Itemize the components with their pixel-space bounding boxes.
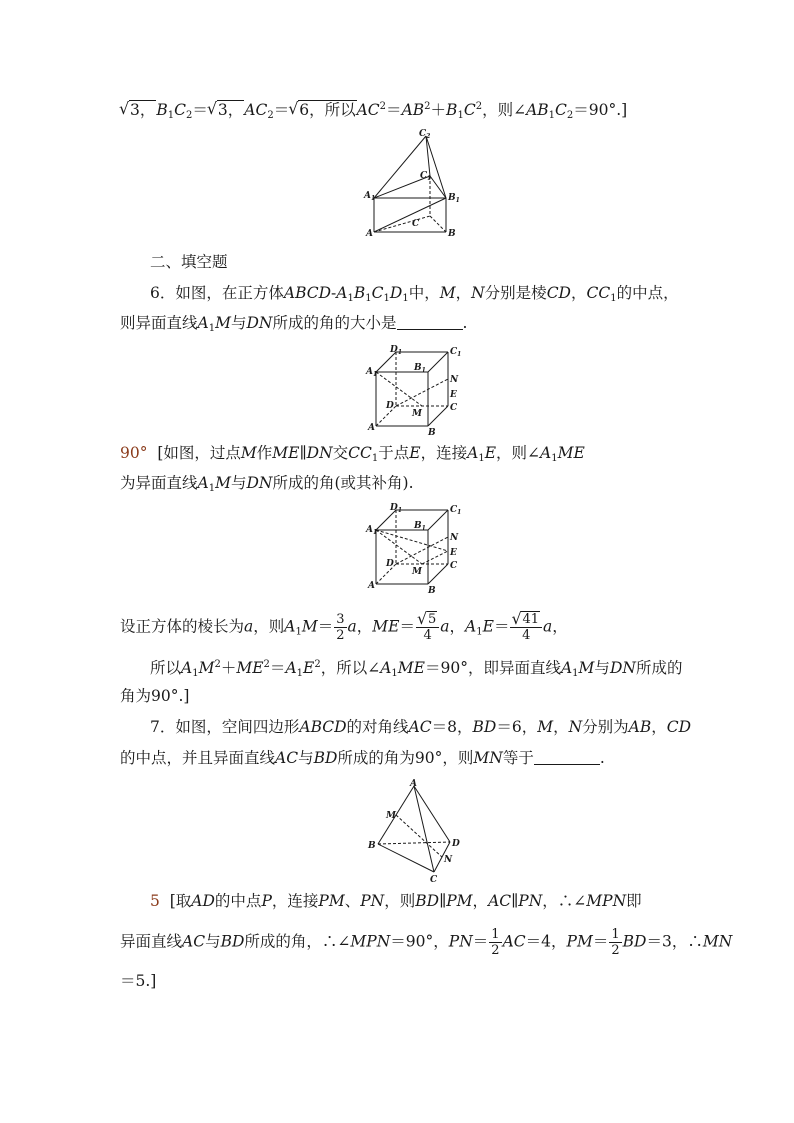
label-B: B [428,428,436,438]
a7-line-1: 5 [取AD的中点P，连接PM、PN，则BD∥PM，AC∥PN，∴∠MPN即 [150,892,642,910]
label-A1: $A_1$ [366,367,378,378]
answer-blank [397,315,463,330]
fraction-sqrt41-4: √ $\frac{41}{4}$ [510,612,542,643]
label-E: E [450,548,457,558]
label-C1: $C_1$ [450,505,462,516]
label-C: C [412,219,420,229]
label-A1: $A_1$ [364,191,376,202]
label-M: M [386,811,396,821]
label-C1: $C_1$ [450,347,462,358]
fraction-1-2: $\frac{1}{2}$ [491,927,500,958]
label-D: D [452,839,460,849]
a6-line-2: 为异面直线$A_1M$与DN所成的角(或其补角). [120,474,414,494]
label-B1: $B_1$ [414,521,426,532]
label-B1: $B_1$ [414,363,426,374]
prism-figure [360,128,470,240]
label-B: B [428,586,436,596]
label-N: N [444,855,453,865]
label-E: E [450,390,457,400]
a6-line-1: 90° [如图，过点M作ME∥DN交$CC_1$于点E，连接$A_1E$，则$\angle A_1ME$ [120,444,585,464]
a7-line-2: 异面直线AC与BD所成的角，∴∠MPN＝90°，PN＝ $\frac{1}{2}$ AC＝4，PM＝ $\frac{1}{2}$ BD＝3，∴MN [120,927,733,958]
label-A: A [368,581,375,591]
label-D: D [386,559,394,569]
cube-figure-2 [366,500,466,596]
label-B: B [448,229,456,239]
cube-figure-1 [366,342,466,438]
label-A1: $A_1$ [366,525,378,536]
a6-line-4: 所以$A_1M^2+ME^2=A_1E^2$，所以$\angle A_1ME=90^\circ$，即异面直线$A_1M$与DN所成的 [150,659,683,679]
answer-blank [534,750,600,765]
a7-line-3: ＝5.] [120,972,157,990]
label-C2: $C_2$ [419,129,431,140]
label-D: D [386,401,394,411]
fraction-sqrt5-4: √ $\frac{5}{4}$ [416,612,439,643]
sqrt-3: √ 3， [120,99,156,121]
label-N: N [450,533,459,543]
q6-line-1: 6．如图，在正方体ABCD-$A_1B_1C_1D_1$中，M，N分别是棱CD，$CC_1$的中点， [150,284,679,304]
label-C: C [450,561,458,571]
q7-line-2: 的中点，并且异面直线AC与BD所成的角为90°，则MN等于 . [120,749,605,767]
label-A: A [410,779,417,789]
a6-line-3: 设正方体的棱长为a，则$A_1M=$ $\frac{3}{2}$ a，ME＝ √ $\frac{5}{4}$ a，$A_1E=$ √ $\frac{41}{4}$ a， [120,612,568,644]
label-D1: $D_1$ [390,503,402,514]
label-C: C [430,875,438,885]
label-M: M [412,567,422,577]
q7-line-1: 7．如图，空间四边形ABCD的对角线AC＝8，BD＝6，M，N分别为AB，CD [150,718,692,736]
tetrahedron-figure [362,778,472,885]
label-C: C [450,403,458,413]
label-B1: $B_1$ [448,193,460,204]
label-A: A [366,229,373,239]
fraction-1-2: $\frac{1}{2}$ [611,927,620,958]
label-D1: $D_1$ [390,345,402,356]
label-A: A [368,423,375,433]
a6-line-5: 角为90°.] [120,687,190,705]
label-N: N [450,375,459,385]
fraction-3-2: $\frac{3}{2}$ [336,612,345,643]
label-B: B [368,841,376,851]
solution-line-1: √ 3，$B_1C_2=√$ 3，$AC_2=√$ 6，所以$AC^2=AB^2+B_1C^2$，则$\angle AB_1C_2=90^\circ$.] [120,96,627,127]
label-M: M [412,409,422,419]
q6-line-2: 则异面直线$A_1M$与DN所成的角的大小是 . [120,314,468,334]
label-C1: $C_1$ [420,171,432,182]
section-heading: 二、填空题 [150,253,228,271]
